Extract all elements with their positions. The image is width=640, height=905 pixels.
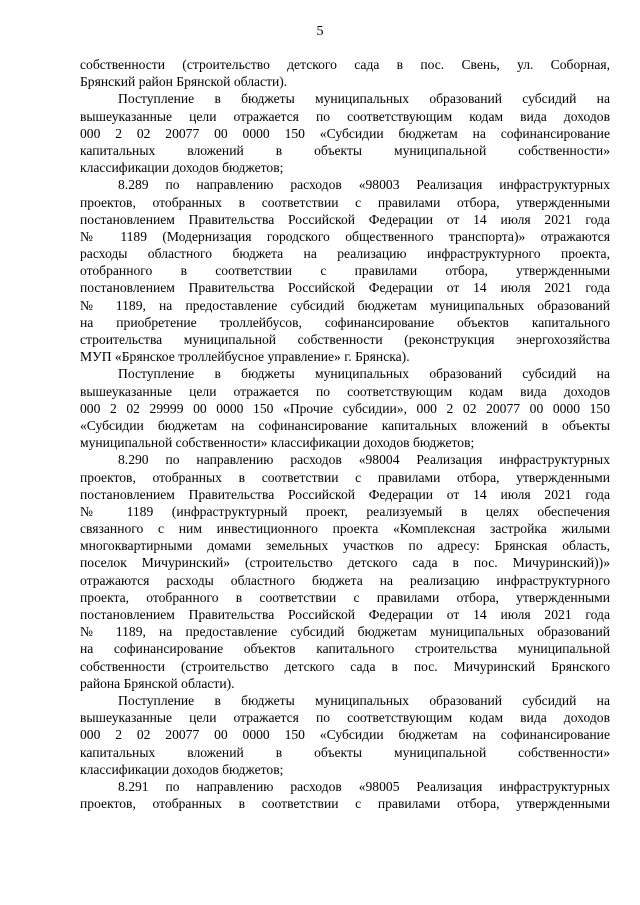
text-line: № 1189 (Модернизация городского общественного транспорта)» отражаются xyxy=(80,228,610,244)
text-line: района Брянской области). xyxy=(80,675,235,691)
text-line: собственности (строительство детского сада в пос. Мичуринский Брянского xyxy=(80,658,610,674)
text-line: 8.290 по направлению расходов «98004 Реализация инфраструктурных xyxy=(118,452,610,468)
text-line: расходы областного бюджета на реализацию инфраструктурного проекта, xyxy=(80,246,610,262)
text-line: Брянский район Брянской области). xyxy=(80,74,288,90)
text-line: многоквартирными домами земельных участков по адресу: Брянская область, xyxy=(80,538,610,554)
text-line: 8.291 по направлению расходов «98005 Реализация инфраструктурных xyxy=(118,778,610,794)
text-line: 000 2 02 20077 00 0000 150 «Субсидии бюджетам на софинансирование xyxy=(80,125,610,141)
text-line: на приобретение троллейбусов, софинансирование объектов капитального xyxy=(80,314,610,330)
text-line: собственности (строительство детского сада в пос. Свень, ул. Соборная, xyxy=(80,57,610,72)
text-line: постановлением Правительства Российской Федерации от 14 июля 2021 года xyxy=(80,211,610,227)
text-line: 000 2 02 29999 00 0000 150 «Прочие субсидии», 000 2 02 20077 00 0000 150 xyxy=(80,400,610,416)
text-line: № 1189, на предоставление субсидий бюджетам муниципальных образований xyxy=(80,297,610,313)
text-line: Поступление в бюджеты муниципальных образований субсидий на xyxy=(118,366,610,382)
text-line: вышеуказанные цели отражается по соответствующим кодам вида доходов xyxy=(80,383,610,399)
text-line: постановлением Правительства Российской Федерации от 14 июля 2021 года xyxy=(80,486,610,502)
text-line: проектов, отобранных в соответствии с правилами отбора, утвержденными xyxy=(80,796,610,812)
text-line: № 1189 (инфраструктурный проект, реализуемый в целях обеспечения xyxy=(80,503,610,519)
text-line: Поступление в бюджеты муниципальных образований субсидий на xyxy=(118,692,610,708)
text-line: строительства муниципальной собственности (реконструкция энергохозяйства xyxy=(80,332,610,347)
text-line: отражаются расходы областного бюджета на реализацию инфраструктурного xyxy=(80,572,610,588)
text-line: вышеуказанные цели отражается по соответствующим кодам вида доходов xyxy=(80,710,610,726)
text-line: № 1189, на предоставление субсидий бюджетам муниципальных образований xyxy=(80,624,610,640)
text-line: муниципальной собственности» классификации доходов бюджетов; xyxy=(80,435,475,451)
text-line: Поступление в бюджеты муниципальных образований субсидий на xyxy=(118,91,610,107)
text-line: 8.289 по направлению расходов «98003 Реализация инфраструктурных xyxy=(118,177,610,193)
text-line: МУП «Брянское троллейбусное управление» г. Брянска). xyxy=(80,349,410,365)
text-line: постановлением Правительства Российской Федерации от 14 июля 2021 года xyxy=(80,607,610,622)
text-line: классификации доходов бюджетов; xyxy=(80,160,284,176)
page-number: 5 xyxy=(316,24,324,39)
text-line: проектов, отобранных в соответствии с правилами отбора, утвержденными xyxy=(80,194,610,210)
text-line: классификации доходов бюджетов; xyxy=(80,761,284,777)
text-line: вышеуказанные цели отражается по соответствующим кодам вида доходов xyxy=(80,108,610,124)
text-line: проекта, отобранного в соответствии с правилами отбора, утвержденными xyxy=(80,589,610,605)
text-line: «Субсидии бюджетам на софинансирование капитальных вложений в объекты xyxy=(80,417,610,433)
text-line: капитальных вложений в объекты муниципальной собственности» xyxy=(80,744,610,760)
text-line: отобранного в соответствии с правилами отбора, утвержденными xyxy=(80,263,610,279)
text-line: постановлением Правительства Российской Федерации от 14 июля 2021 года xyxy=(80,280,610,296)
text-line: на софинансирование объектов капитального строительства муниципальной xyxy=(80,641,610,657)
text-line: 000 2 02 20077 00 0000 150 «Субсидии бюджетам на софинансирование xyxy=(80,727,610,743)
text-line: капитальных вложений в объекты муниципальной собственности» xyxy=(80,142,610,158)
text-line: проектов, отобранных в соответствии с правилами отбора, утвержденными xyxy=(80,469,610,485)
text-line: поселок Мичуринский» (строительство детского сада в пос. Мичуринский))» xyxy=(80,555,610,571)
document-body xyxy=(80,56,610,812)
text-line: связанного с ним инвестиционного проекта «Комплексная застройка жилыми xyxy=(80,521,610,537)
